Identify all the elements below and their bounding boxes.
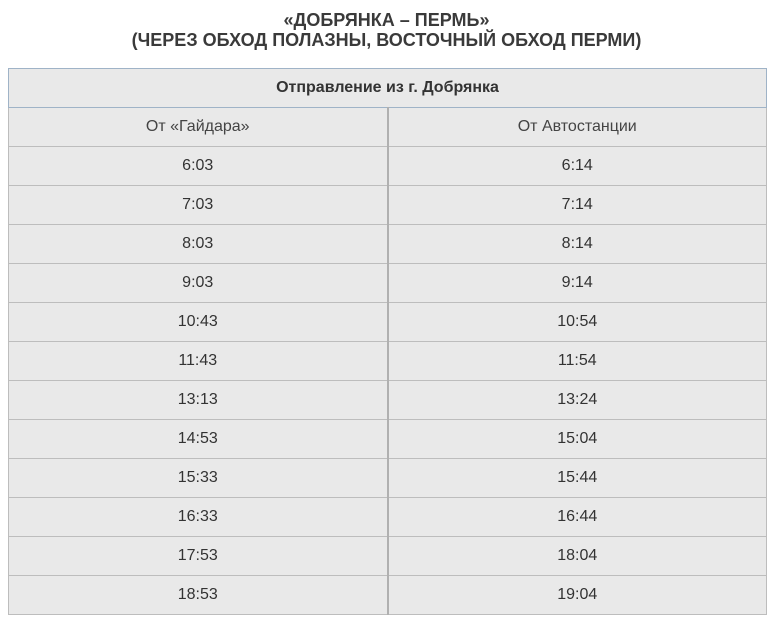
time-cell-gaidara: 16:33 <box>9 498 388 537</box>
route-subtitle: (ЧЕРЕЗ ОБХОД ПОЛАЗНЫ, ВОСТОЧНЫЙ ОБХОД ПЕРМИ) <box>131 30 642 50</box>
table-row <box>9 264 767 303</box>
time-cell-gaidara: 14:53 <box>9 420 388 459</box>
time-cell-bus-station: 19:04 <box>388 576 767 615</box>
table-row <box>9 342 767 381</box>
time-cell-gaidara: 9:03 <box>9 264 388 303</box>
table-row <box>9 225 767 264</box>
time-cell-bus-station: 11:54 <box>388 342 767 381</box>
time-cell-bus-station: 8:14 <box>388 225 767 264</box>
time-cell-gaidara: 7:03 <box>9 186 388 225</box>
time-cell-gaidara: 15:33 <box>9 459 388 498</box>
time-cell-bus-station: 9:14 <box>388 264 767 303</box>
table-row <box>9 303 767 342</box>
time-cell-gaidara: 13:13 <box>9 381 388 420</box>
time-cell-bus-station: 7:14 <box>388 186 767 225</box>
time-cell-bus-station: 16:44 <box>388 498 767 537</box>
time-cell-bus-station: 10:54 <box>388 303 767 342</box>
table-header-row <box>9 69 767 108</box>
table-row <box>9 420 767 459</box>
time-cell-gaidara: 17:53 <box>9 537 388 576</box>
time-cell-gaidara: 11:43 <box>9 342 388 381</box>
departure-header: Отправление из г. Добрянка <box>9 69 767 108</box>
table-row <box>9 147 767 186</box>
table-row <box>9 186 767 225</box>
time-cell-bus-station: 13:24 <box>388 381 767 420</box>
column-header-row <box>9 108 767 147</box>
time-cell-bus-station: 6:14 <box>388 147 767 186</box>
time-cell-gaidara: 6:03 <box>9 147 388 186</box>
time-cell-gaidara: 10:43 <box>9 303 388 342</box>
time-cell-bus-station: 15:44 <box>388 459 767 498</box>
page-title <box>0 10 773 50</box>
time-cell-bus-station: 15:04 <box>388 420 767 459</box>
table-row <box>9 576 767 615</box>
table-row <box>9 537 767 576</box>
table-row <box>9 381 767 420</box>
schedule-table <box>8 68 767 615</box>
route-title: «ДОБРЯНКА – ПЕРМЬ» <box>283 10 490 30</box>
time-cell-gaidara: 18:53 <box>9 576 388 615</box>
column-header-gaidara: От «Гайдара» <box>9 108 388 147</box>
time-cell-bus-station: 18:04 <box>388 537 767 576</box>
column-header-bus-station: От Автостанции <box>388 108 767 147</box>
table-row <box>9 498 767 537</box>
time-cell-gaidara: 8:03 <box>9 225 388 264</box>
table-row <box>9 459 767 498</box>
